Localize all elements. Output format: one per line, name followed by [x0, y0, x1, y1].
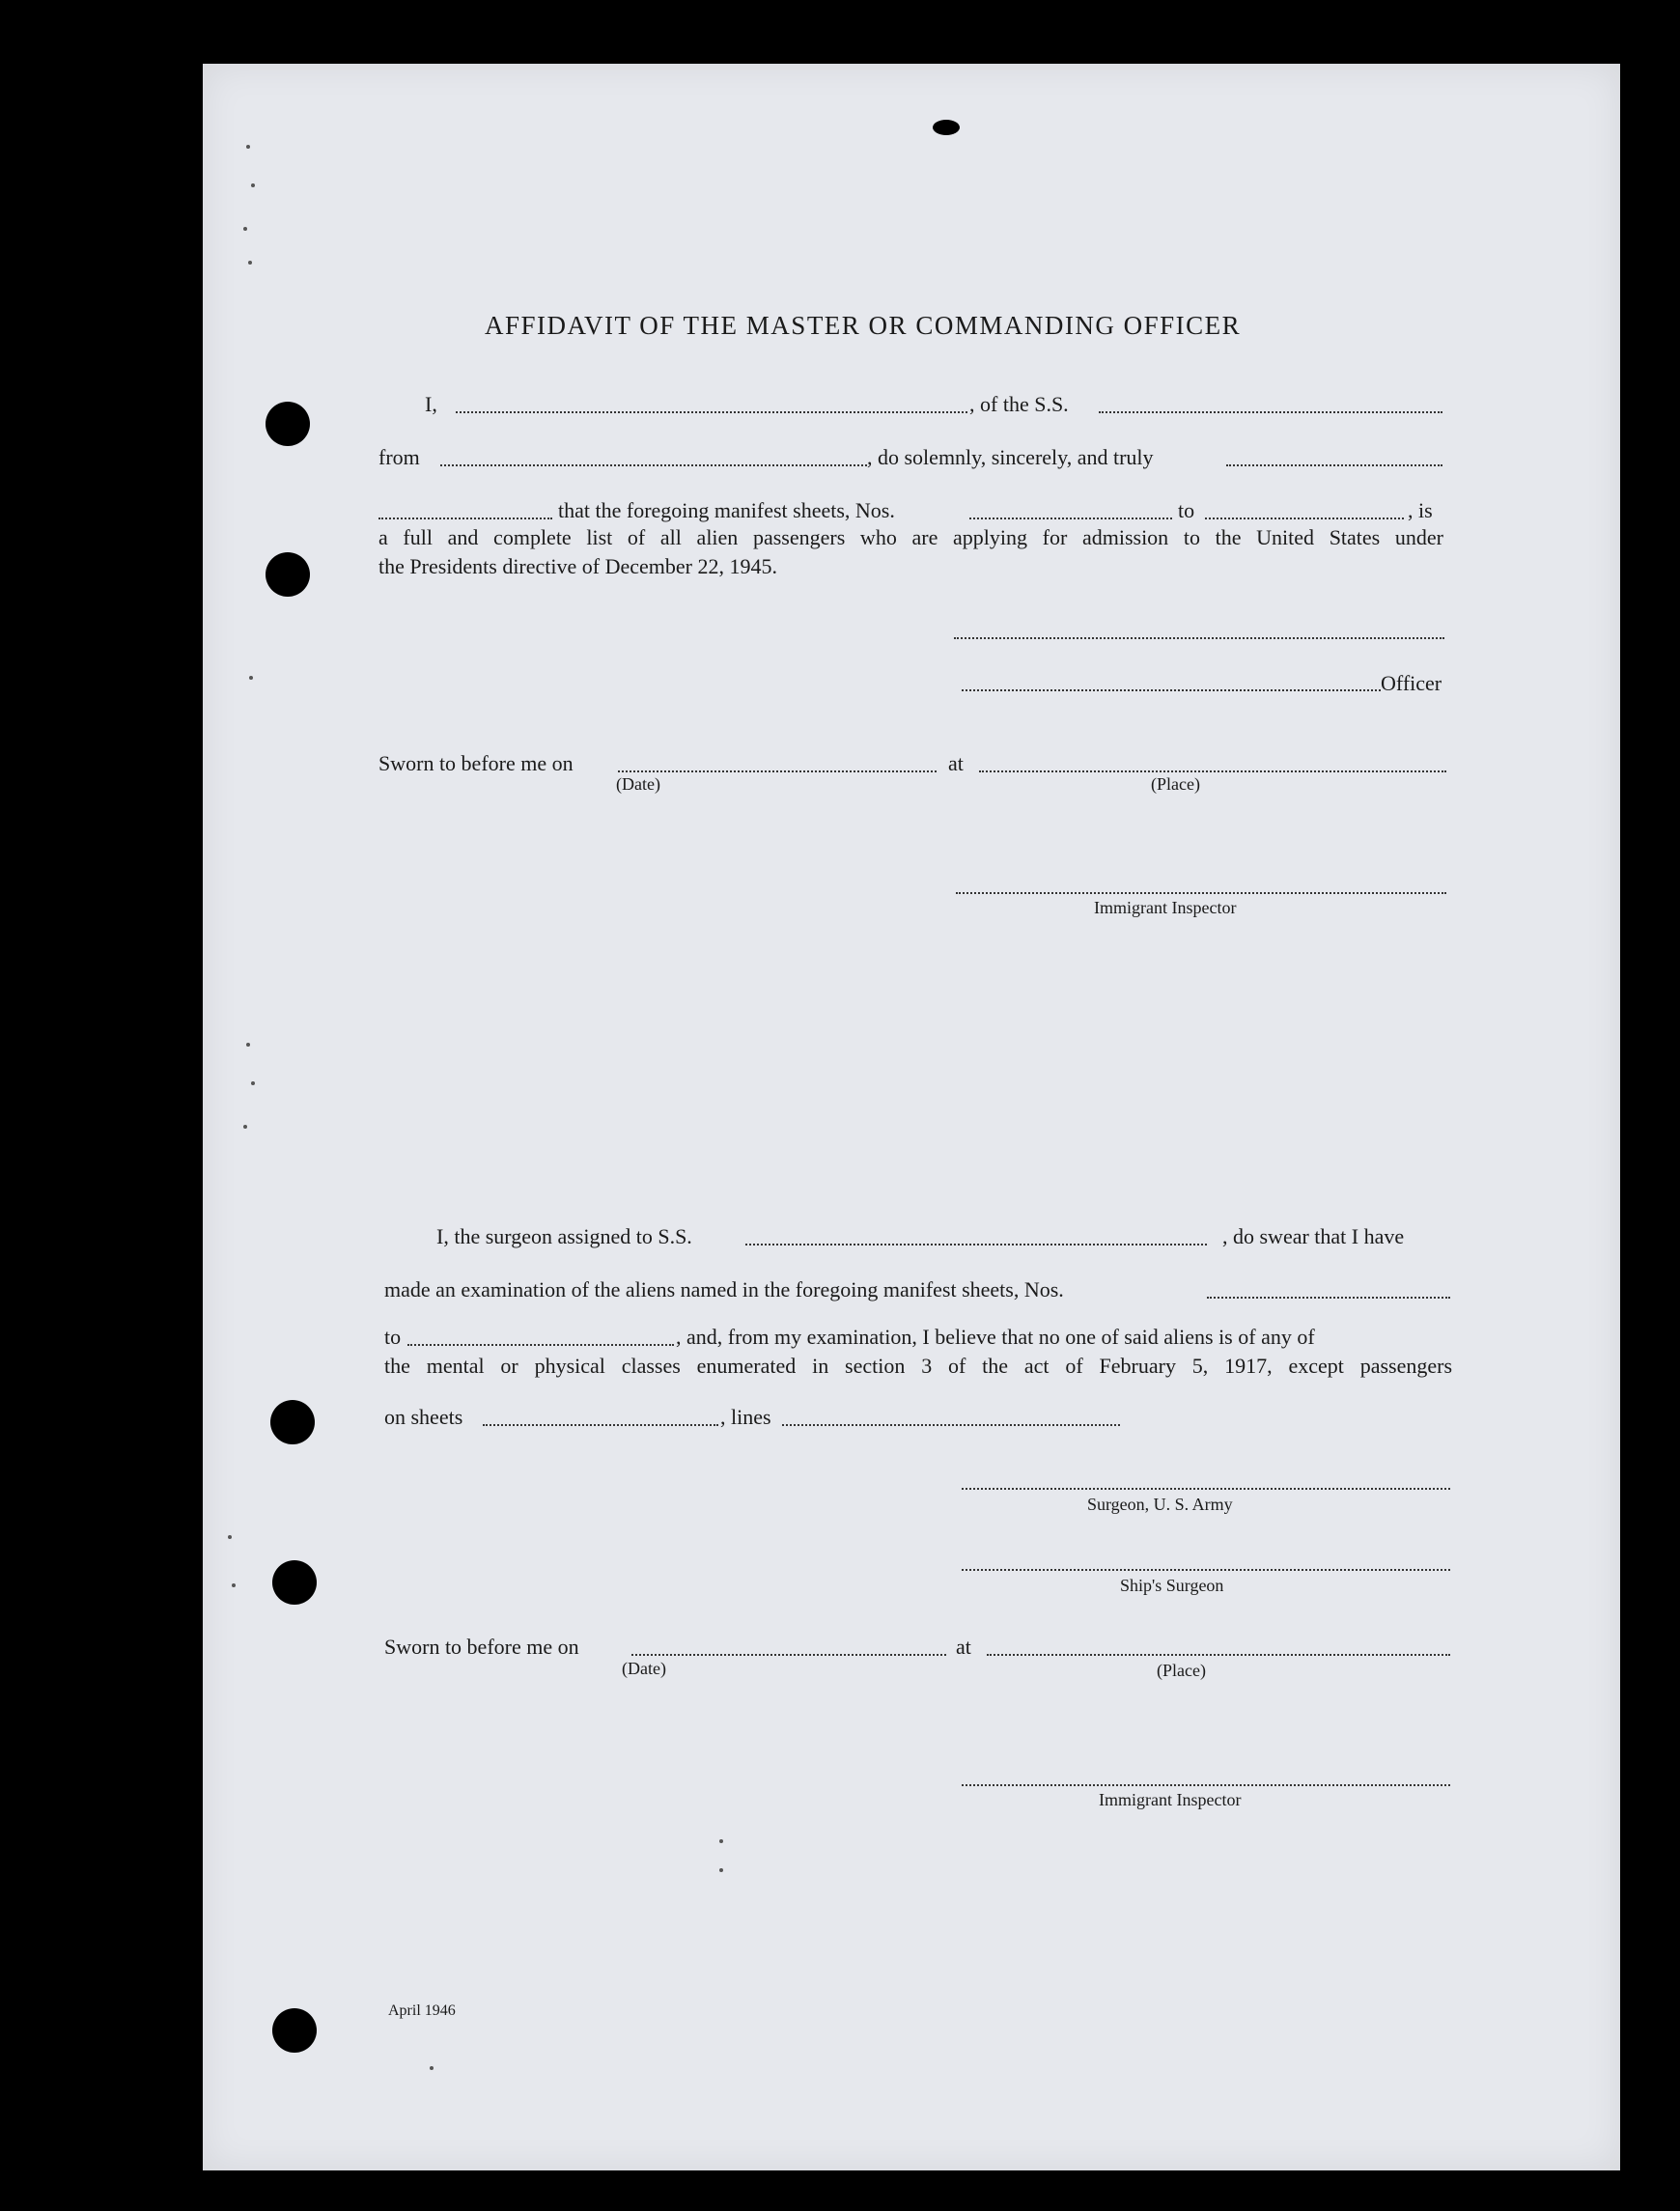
speck	[243, 227, 247, 231]
surgeon-line4: the mental or physical classes enumerated in section 3 of the act of February 5, 1917, except passengers	[384, 1354, 1452, 1378]
punch-hole	[270, 1400, 315, 1444]
punch-hole	[272, 2008, 317, 2053]
master-sworn-place-blank[interactable]	[979, 770, 1446, 772]
speck	[251, 1081, 255, 1085]
ships-surgeon-label: Ship's Surgeon	[1120, 1576, 1224, 1595]
master-line2-mid: , do solemnly, sincerely, and truly	[867, 445, 1154, 469]
master-inspector-signature-line[interactable]	[956, 892, 1446, 894]
army-surgeon-signature-line[interactable]	[962, 1488, 1450, 1490]
surgeon-sheets-to-blank[interactable]	[407, 1344, 674, 1346]
surgeon-place-caption: (Place)	[1157, 1661, 1206, 1680]
master-place-caption: (Place)	[1151, 774, 1200, 794]
master-inspector-label: Immigrant Inspector	[1094, 898, 1237, 917]
ships-surgeon-signature-line[interactable]	[962, 1569, 1450, 1571]
master-line3-to: to	[1178, 498, 1195, 522]
surgeon-line2: made an examination of the aliens named in the foregoing manifest sheets, Nos.	[384, 1277, 1064, 1301]
master-line3-mid: that the foregoing manifest sheets, Nos.	[558, 498, 895, 522]
punch-hole	[266, 402, 310, 446]
master-line3-end: , is	[1408, 498, 1433, 522]
punch-hole	[933, 120, 960, 135]
form-date: April 1946	[388, 2002, 456, 2019]
speck	[251, 183, 255, 187]
master-line1-mid: , of the S.S.	[969, 392, 1069, 416]
master-sheets-from-blank[interactable]	[969, 518, 1172, 519]
surgeon-sworn-label: Sworn to before me on	[384, 1635, 579, 1659]
punch-hole	[272, 1560, 317, 1605]
surgeon-line1-prefix: I, the surgeon assigned to S.S.	[436, 1224, 692, 1248]
surgeon-line3-mid: , and, from my examination, I believe that no one of said aliens is of any of	[676, 1325, 1315, 1349]
army-surgeon-label: Surgeon, U. S. Army	[1087, 1495, 1233, 1514]
speck	[249, 676, 253, 680]
speck	[248, 261, 252, 265]
punch-hole	[266, 552, 310, 597]
surgeon-sheets-from-blank[interactable]	[1207, 1297, 1450, 1299]
speck	[243, 1125, 247, 1129]
master-line4: a full and complete list of all alien passengers who are applying for admission to the United States under	[378, 525, 1443, 549]
officer-signature-line-1[interactable]	[954, 637, 1444, 639]
surgeon-inspector-label: Immigrant Inspector	[1099, 1790, 1242, 1809]
surgeon-ship-blank[interactable]	[745, 1244, 1207, 1245]
surgeon-lines-blank[interactable]	[782, 1424, 1120, 1426]
master-sheets-to-blank[interactable]	[1205, 518, 1404, 519]
surgeon-inspector-signature-line[interactable]	[962, 1784, 1450, 1786]
master-line1-prefix: I,	[425, 392, 437, 416]
surgeon-line3-prefix: to	[384, 1325, 402, 1349]
speck	[719, 1868, 723, 1872]
surgeon-date-caption: (Date)	[622, 1659, 666, 1678]
page-title: AFFIDAVIT OF THE MASTER OR COMMANDING OFFICER	[485, 311, 1242, 340]
surgeon-line1-end: , do swear that I have	[1222, 1224, 1405, 1248]
master-date-caption: (Date)	[616, 774, 660, 794]
speck	[246, 145, 250, 149]
surgeon-at-label: at	[956, 1635, 971, 1659]
officer-label: Officer	[1381, 671, 1442, 695]
master-line2-prefix: from	[378, 445, 420, 469]
master-from-blank[interactable]	[440, 464, 867, 466]
master-ship-blank[interactable]	[1099, 411, 1442, 413]
surgeon-sheets-blank[interactable]	[483, 1424, 718, 1426]
speck	[228, 1535, 232, 1539]
surgeon-line5-prefix: on sheets	[384, 1405, 463, 1429]
master-oath-blank[interactable]	[1226, 464, 1442, 466]
master-name-blank[interactable]	[456, 411, 967, 413]
speck	[246, 1043, 250, 1047]
document-page	[203, 64, 1620, 2170]
speck	[430, 2066, 434, 2070]
master-oath-blank-2[interactable]	[378, 518, 552, 519]
surgeon-sworn-date-blank[interactable]	[631, 1654, 946, 1656]
master-sworn-date-blank[interactable]	[618, 770, 937, 772]
master-sworn-label: Sworn to before me on	[378, 751, 574, 775]
speck	[719, 1839, 723, 1843]
officer-signature-line-2[interactable]	[962, 689, 1381, 691]
master-line5: the Presidents directive of December 22, 1945.	[378, 554, 777, 578]
surgeon-line5-mid: , lines	[720, 1405, 771, 1429]
speck	[232, 1583, 236, 1587]
surgeon-sworn-place-blank[interactable]	[987, 1654, 1450, 1656]
master-at-label: at	[948, 751, 964, 775]
